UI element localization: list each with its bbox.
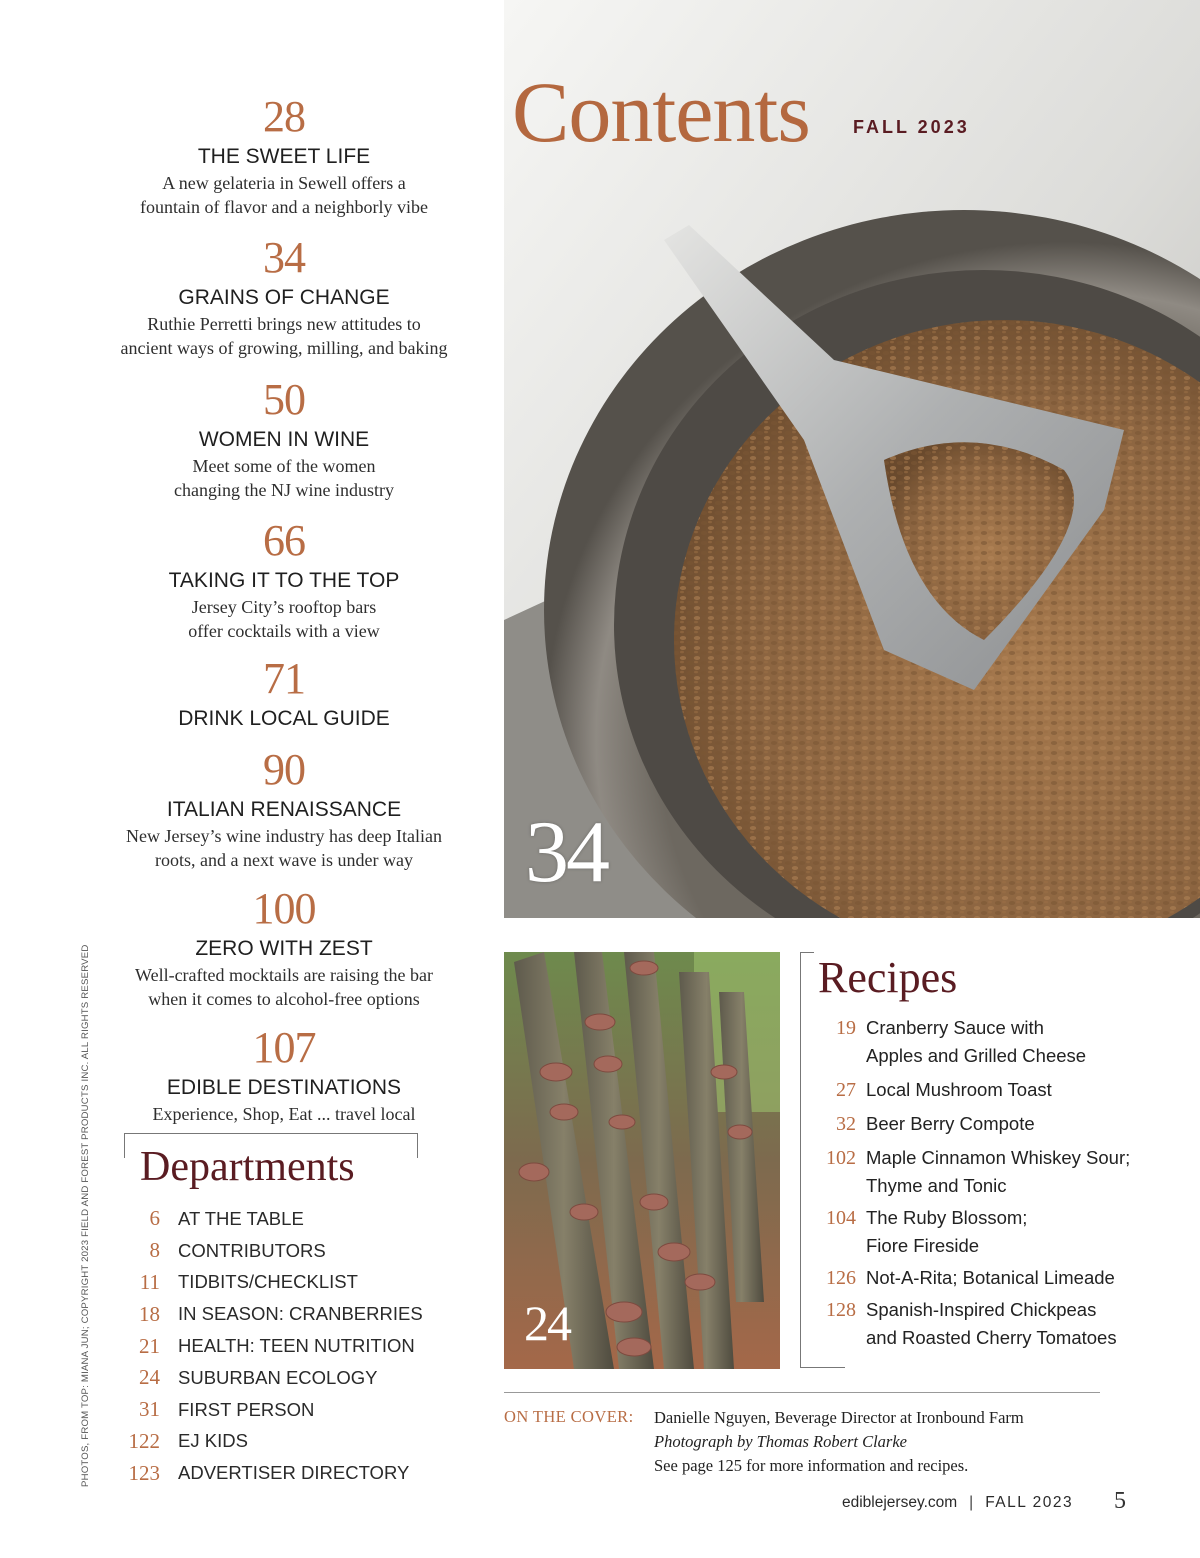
- feature-description-line: New Jersey’s wine industry has deep Italian: [126, 826, 442, 846]
- recipes-heading: Recipes: [814, 952, 961, 1004]
- footer-separator: |: [969, 1494, 974, 1511]
- feature-description-line: Well-crafted mocktails are raising the bar: [135, 965, 433, 985]
- cover-photographer: Photograph by Thomas Robert Clarke: [654, 1432, 907, 1451]
- cover-subject: Danielle Nguyen, Beverage Director at Ironbound Farm: [654, 1408, 1024, 1427]
- recipe-page-number: 104: [826, 1207, 856, 1229]
- recipe-name-line: Thyme and Tonic: [866, 1175, 1007, 1196]
- department-item[interactable]: [124, 1362, 424, 1394]
- cover-note: See page 125 for more information and recipes.: [654, 1456, 969, 1475]
- department-item[interactable]: [124, 1330, 424, 1362]
- recipes-list: [814, 1016, 1160, 1350]
- feature-title: DRINK LOCAL GUIDE: [178, 707, 390, 730]
- recipe-name-line: Cranberry Sauce with: [866, 1017, 1044, 1038]
- feature-page-number: 34: [263, 233, 305, 282]
- recipe-name-line: Apples and Grilled Cheese: [866, 1045, 1087, 1066]
- feature-title: WOMEN IN WINE: [198, 428, 370, 451]
- department-page-number: 8: [149, 1238, 160, 1263]
- feature-item[interactable]: [100, 92, 468, 219]
- department-label: FIRST PERSON: [178, 1398, 315, 1420]
- feature-description-line: fountain of flavor and a neighborly vibe: [140, 197, 428, 217]
- cover-label: ON THE COVER:: [504, 1407, 634, 1426]
- department-page-number: 24: [139, 1365, 160, 1390]
- recipe-item[interactable]: [814, 1112, 1160, 1136]
- recipe-item[interactable]: [814, 1016, 1160, 1068]
- recipe-page-number: 32: [836, 1113, 856, 1135]
- feature-description-line: Experience, Shop, Eat ... travel local: [152, 1104, 416, 1124]
- recipe-name: [866, 1298, 1156, 1350]
- feature-title: ITALIAN RENAISSANCE: [166, 798, 402, 821]
- feature-description: [100, 963, 468, 1011]
- department-page-number: 31: [139, 1397, 160, 1422]
- feature-item[interactable]: [100, 745, 468, 872]
- recipe-page-number: 126: [826, 1267, 856, 1289]
- feature-description-line: Meet some of the women: [192, 456, 376, 476]
- contents-title: Contents: [512, 64, 810, 160]
- divider: [504, 1392, 1100, 1393]
- recipe-page-number: 102: [826, 1147, 856, 1169]
- department-label: IN SEASON: CRANBERRIES: [178, 1303, 423, 1325]
- recipe-name-line: and Roasted Cherry Tomatoes: [866, 1327, 1117, 1348]
- page-number: 5: [1114, 1488, 1126, 1514]
- recipe-name-line: Fiore Fireside: [866, 1235, 980, 1256]
- photo-page-number: 34: [525, 804, 607, 901]
- recipe-page-number: 128: [826, 1299, 856, 1321]
- department-label: SUBURBAN ECOLOGY: [178, 1366, 378, 1388]
- feature-description: [100, 824, 468, 872]
- footer: [842, 1494, 1142, 1512]
- recipe-page-number: 27: [836, 1079, 856, 1101]
- recipes-section: [800, 952, 1160, 1368]
- department-page-number: 6: [149, 1206, 160, 1231]
- recipe-name-line: The Ruby Blossom;: [866, 1207, 1028, 1228]
- feature-page-number: 71: [263, 654, 305, 703]
- department-page-number: 122: [128, 1428, 160, 1453]
- recipe-page-number: 19: [836, 1017, 856, 1039]
- feature-title: EDIBLE DESTINATIONS: [166, 1076, 402, 1099]
- recipe-name: [866, 1016, 1156, 1068]
- department-label: CONTRIBUTORS: [178, 1239, 326, 1261]
- recipe-item[interactable]: [814, 1298, 1160, 1350]
- recipe-name: [866, 1146, 1156, 1198]
- departments-heading: Departments: [136, 1143, 359, 1191]
- department-page-number: 123: [128, 1460, 160, 1485]
- department-page-number: 21: [139, 1333, 160, 1358]
- recipe-item[interactable]: [814, 1078, 1160, 1102]
- feature-list: [100, 92, 468, 1126]
- department-page-number: 11: [139, 1269, 160, 1294]
- feature-page-number: 107: [252, 1023, 316, 1072]
- feature-page-number: 50: [263, 375, 305, 424]
- feature-description-line: changing the NJ wine industry: [174, 480, 394, 500]
- feature-description-line: when it comes to alcohol-free options: [148, 989, 420, 1009]
- recipe-name-line: Spanish-Inspired Chickpeas: [866, 1299, 1097, 1320]
- footer-issue: FALL 2023: [985, 1494, 1074, 1511]
- recipe-name: [866, 1206, 1156, 1258]
- recipe-name-line: Local Mushroom Toast: [866, 1079, 1052, 1100]
- recipe-item[interactable]: [814, 1146, 1160, 1198]
- feature-page-number: 66: [263, 516, 305, 565]
- feature-description: [100, 312, 468, 360]
- recipe-name-line: Not-A-Rita; Botanical Limeade: [866, 1267, 1115, 1288]
- department-item[interactable]: [124, 1457, 424, 1489]
- department-item[interactable]: [124, 1426, 424, 1458]
- department-label: ADVERTISER DIRECTORY: [178, 1462, 410, 1484]
- feature-description-line: roots, and a next wave is under way: [155, 850, 413, 870]
- recipe-name: [866, 1078, 1156, 1102]
- feature-title: GRAINS OF CHANGE: [178, 286, 390, 309]
- feature-item[interactable]: [100, 375, 468, 502]
- footer-site-link[interactable]: ediblejersey.com: [842, 1494, 958, 1511]
- feature-page-number: 28: [263, 92, 305, 141]
- feature-description-line: Ruthie Perretti brings new attitudes to: [147, 314, 421, 334]
- recipe-item[interactable]: [814, 1266, 1160, 1290]
- recipe-name-line: Maple Cinnamon Whiskey Sour;: [866, 1147, 1131, 1168]
- department-label: EJ KIDS: [178, 1430, 248, 1452]
- department-item[interactable]: [124, 1235, 424, 1267]
- feature-item[interactable]: [100, 516, 468, 643]
- feature-description-line: ancient ways of growing, milling, and baking: [120, 338, 448, 358]
- recipe-name-line: Beer Berry Compote: [866, 1113, 1035, 1134]
- feature-item[interactable]: [100, 1023, 468, 1126]
- feature-page-number: 100: [252, 884, 316, 933]
- cover-info: [654, 1406, 1114, 1478]
- recipe-name: [866, 1112, 1156, 1136]
- photo-credit: PHOTOS, FROM TOP: MIANA JUN; COPYRIGHT 2023 FIELD AND FOREST PRODUCTS INC. ALL RIGHTS RESERVED: [80, 944, 91, 1487]
- recipe-item[interactable]: [814, 1206, 1160, 1258]
- department-item[interactable]: [124, 1298, 424, 1330]
- departments-list: [124, 1203, 424, 1489]
- feature-description: [100, 1102, 468, 1126]
- feature-description: [100, 171, 468, 219]
- department-item[interactable]: [124, 1267, 424, 1299]
- department-label: HEALTH: TEEN NUTRITION: [178, 1335, 415, 1357]
- recipe-name: [866, 1266, 1156, 1290]
- feature-description: [100, 454, 468, 502]
- issue-label: FALL 2023: [853, 117, 970, 137]
- feature-title: ZERO WITH ZEST: [195, 937, 373, 960]
- department-page-number: 18: [139, 1301, 160, 1326]
- feature-page-number: 90: [263, 745, 305, 794]
- photo-page-number: 24: [524, 1295, 570, 1351]
- feature-description-line: Jersey City’s rooftop bars: [191, 597, 377, 617]
- department-label: TIDBITS/CHECKLIST: [178, 1271, 358, 1293]
- feature-item[interactable]: [100, 654, 468, 731]
- feature-item[interactable]: [100, 233, 468, 360]
- department-item[interactable]: [124, 1203, 424, 1235]
- feature-description: [100, 595, 468, 643]
- feature-description-line: A new gelateria in Sewell offers a: [162, 173, 406, 193]
- department-label: AT THE TABLE: [178, 1207, 304, 1229]
- feature-description-line: offer cocktails with a view: [188, 621, 380, 641]
- department-item[interactable]: [124, 1394, 424, 1426]
- feature-item[interactable]: [100, 884, 468, 1011]
- feature-title: TAKING IT TO THE TOP: [168, 569, 400, 592]
- feature-title: THE SWEET LIFE: [197, 145, 371, 168]
